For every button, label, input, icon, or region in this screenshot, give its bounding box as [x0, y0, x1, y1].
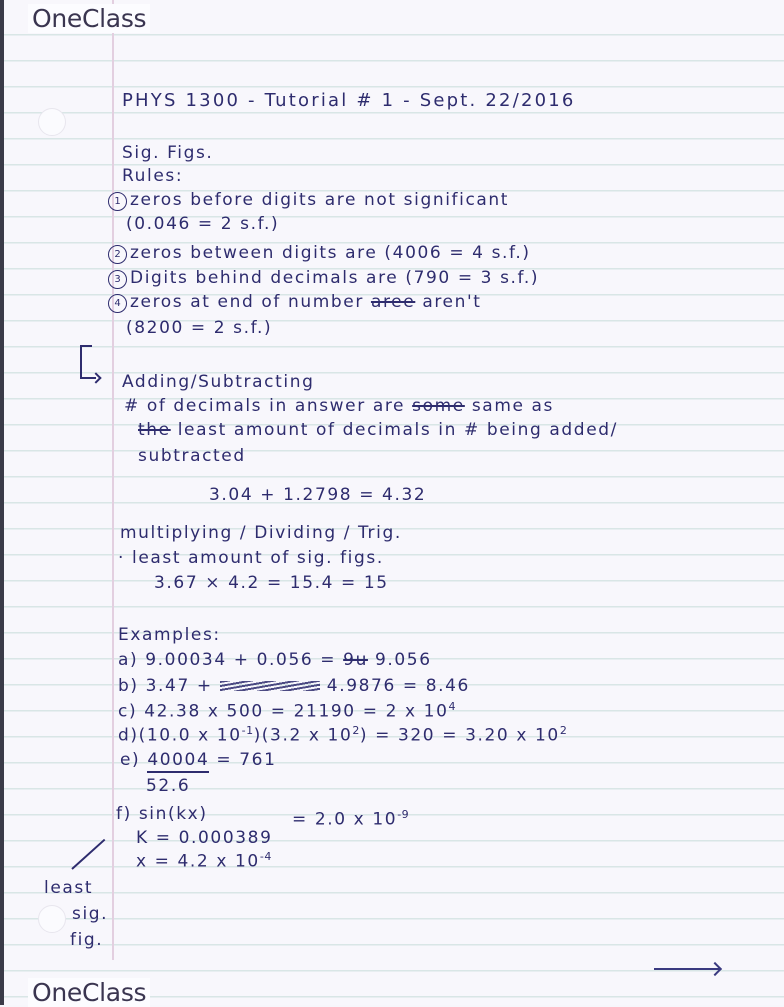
- next-page-arrow-icon: [654, 968, 720, 970]
- adding-rule-line-3: subtracted: [138, 446, 246, 466]
- number-circle-icon: 1: [108, 192, 127, 211]
- section-heading-multiplying: multiplying / Dividing / Trig.: [120, 523, 402, 543]
- multiplying-example: 3.67 × 4.2 = 15.4 = 15: [154, 573, 389, 593]
- rule-4-example: (8200 = 2 s.f.): [126, 318, 273, 338]
- rule-3: 3 Digits behind decimals are (790 = 3 s.f.): [108, 268, 539, 289]
- margin-note-line-3: fig.: [70, 930, 104, 950]
- number-circle-icon: 2: [108, 245, 127, 264]
- punch-hole: [38, 905, 66, 933]
- bracket-arrow-icon: [80, 345, 92, 377]
- scribble-out: [220, 681, 320, 691]
- example-f-result: = 2.0 x $10^{-9}$: [292, 808, 410, 830]
- multiplying-rule: · least amount of sig. figs.: [118, 548, 384, 568]
- example-a: a) 9.00034 + 0.056 = 9u 9.056: [118, 650, 432, 670]
- number-circle-icon: 4: [108, 294, 127, 313]
- rule-1-example: (0.046 = 2 s.f.): [126, 214, 280, 234]
- rule-4: 4 zeros at end of number aree aren't: [108, 292, 482, 313]
- example-f-k: K = 0.000389: [136, 828, 273, 848]
- section-heading-examples: Examples:: [118, 625, 221, 645]
- pointer-arrow-icon: [71, 839, 105, 870]
- example-e: e) 40004 = 761: [120, 750, 277, 770]
- example-b: b) 3.47 + 4.9876 = 8.46: [118, 676, 470, 696]
- section-heading-adding: Adding/Subtracting: [122, 372, 315, 392]
- example-f: f) sin(kx): [116, 804, 208, 824]
- adding-rule-line-1: # of decimals in answer are some same as: [124, 396, 555, 416]
- oneclass-logo-top: OneClass: [28, 4, 150, 33]
- oneclass-logo-bottom: OneClass: [28, 978, 150, 1007]
- rule-1: 1 zeros before digits are not significant: [108, 190, 509, 211]
- punch-hole: [38, 108, 66, 136]
- margin-note-line-2: sig.: [72, 904, 109, 924]
- page-title: PHYS 1300 - Tutorial # 1 - Sept. 22/2016: [122, 90, 576, 111]
- rules-label: Rules:: [122, 166, 184, 186]
- rule-2: 2 zeros between digits are (4006 = 4 s.f.): [108, 243, 531, 264]
- margin-line: [112, 0, 114, 960]
- number-circle-icon: 3: [108, 270, 127, 289]
- example-e-denominator: 52.6: [146, 776, 191, 796]
- example-f-x: x = 4.2 x $10^{-4}$: [136, 850, 272, 872]
- section-heading-sig-figs: Sig. Figs.: [122, 143, 214, 163]
- adding-example: 3.04 + 1.2798 = 4.32: [209, 485, 427, 505]
- example-d: d)(10.0 x $10^{-1})(3.2$ x $10^2) = 320 = 3.20$ x $10^2$: [118, 724, 568, 746]
- margin-note-line-1: least: [44, 878, 94, 898]
- example-c: c) 42.38 x 500 = 21190 = 2 x $10^4$: [118, 700, 456, 722]
- adding-rule-line-2: the least amount of decimals in # being added/: [138, 420, 618, 440]
